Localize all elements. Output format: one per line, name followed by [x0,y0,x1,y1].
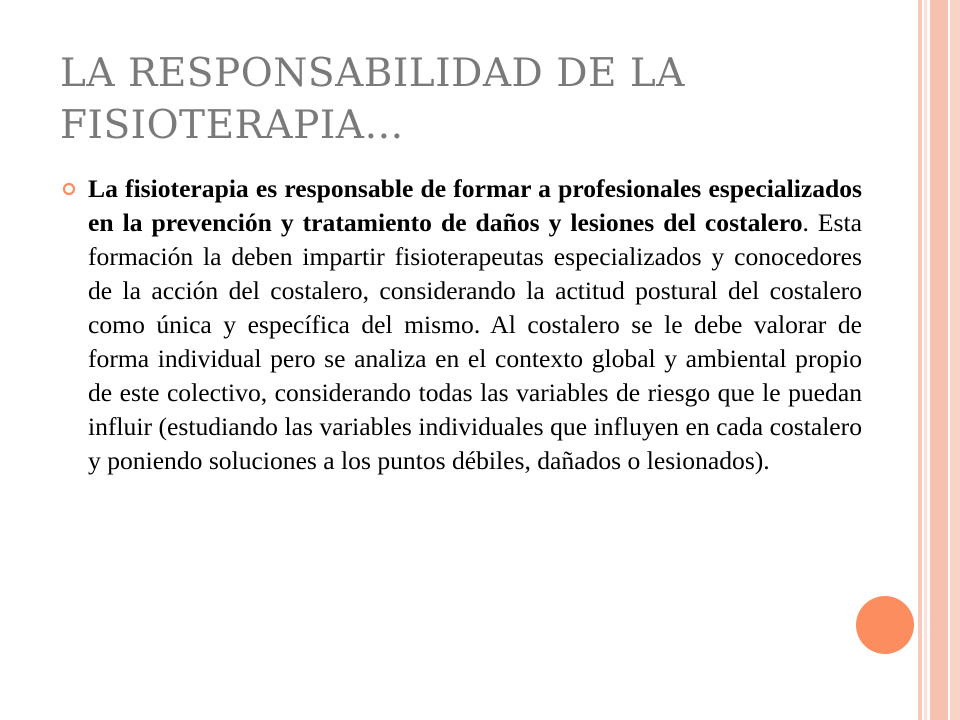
decorative-stripe [950,0,960,720]
slide-title: LA RESPONSABILIDAD DE LA FISIOTERAPIA… [60,51,685,148]
decorative-stripe [918,0,922,720]
bullet-regular-text: . Esta formación la deben impartir fisioterapeutas especializados y conocedores de la acción del costalero, considerando la actitud postural del costalero como única y específica del mismo. Al costalero se le debe valorar de forma individual pero se analiza en el contexto global y ambiental propio de este colectivo, considerando todas las variables de riesgo que le puedan influir (estudiando las variables individuales que influyen en cada costalero y poniendo soluciones a los puntos débiles, dañados o lesionados). [88,208,862,475]
ring-bullet-icon [62,182,76,196]
bullet-item [62,172,862,478]
bullet-text [88,172,862,478]
decorative-stripe [930,0,948,720]
bullet-bold-text: La fisioterapia es responsable de formar a profesionales especializados en la prevención y tratamiento de daños y lesiones del costalero [88,174,862,237]
slide-body [62,172,862,478]
decorative-stripe [924,0,927,720]
decorative-circle [856,596,914,654]
